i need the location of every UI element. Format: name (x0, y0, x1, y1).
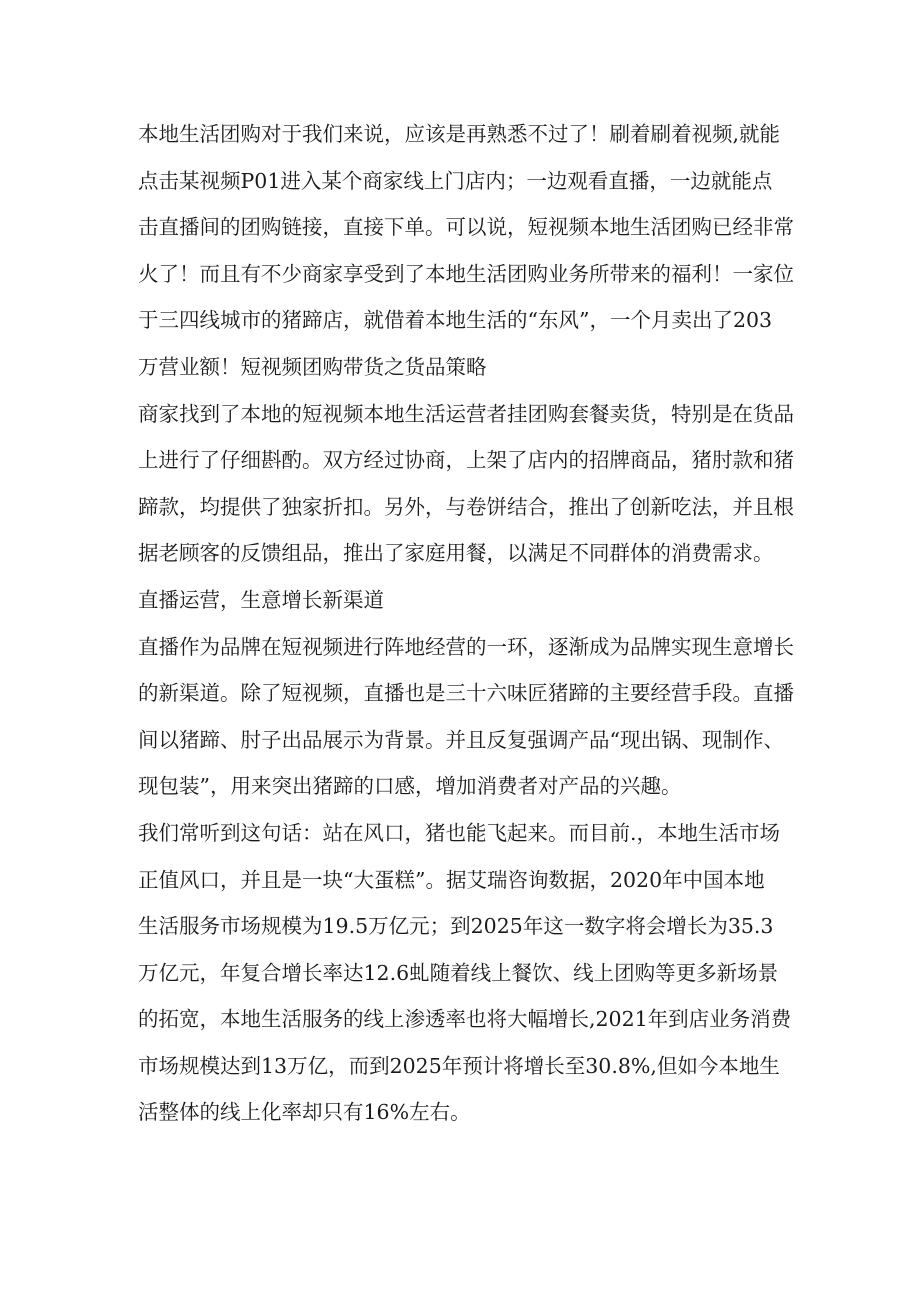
text-line: 的新渠道。除了短视频，直播也是三十六味匠猪蹄的主要经营手段。直播 (138, 681, 794, 706)
text-line: 于三四线城市的猪蹄店，就借着本地生活的“东风”，一个月卖出了203 (138, 308, 773, 333)
text-line: 商家找到了本地的短视频本地生活运营者挂团购套餐卖货，特别是在货品 (138, 401, 794, 426)
text-line: 据老顾客的反馈组品，推出了家庭用餐，以满足不同群体的消费需求。 (138, 541, 774, 566)
text-line: 蹄款，均提供了独家折扣。另外，与卷饼结合，推出了创新吃法，并且根 (138, 494, 794, 519)
text-line: 上进行了仔细斟酌。双方经过协商，上架了店内的招牌商品，猪肘款和猪 (138, 448, 794, 473)
text-line: 的拓宽，本地生活服务的线上渗透率也将大幅增长,2021年到店业务消费 (138, 1007, 792, 1032)
text-line: 生活服务市场规模为19.5万亿元；到2025年这一数字将会增长为35.3 (138, 914, 774, 939)
text-line: 活整体的线上化率却只有16%左右。 (138, 1100, 471, 1125)
text-line: 现包装”，用来突出猪蹄的口感，增加消费者对产品的兴趣。 (138, 774, 682, 799)
text-line: 火了！而且有不少商家享受到了本地生活团购业务所带来的福利！一家位 (138, 261, 794, 286)
text-line: 市场规模达到13万亿，而到2025年预计将增长至30.8%,但如今本地生 (138, 1053, 780, 1078)
text-line: 我们常听到这句话：站在风口，猪也能飞起来。而目前.，本地生活市场 (138, 820, 781, 845)
text-line: 本地生活团购对于我们来说，应该是再熟悉不过了！刷着刷着视频,就能 (138, 122, 781, 146)
text-line: 间以猪蹄、肘子出品展示为背景。并且反复强调产品“现出锅、现制作、 (138, 727, 784, 752)
text-line: 点击某视频P01进入某个商家线上门店内；一边观看直播，一边就能点 (138, 168, 773, 193)
text-line: 击直播间的团购链接，直接下单。可以说，短视频本地生活团购已经非常 (138, 215, 794, 240)
text-line: 正值风口，并且是一块“大蛋糕”。据艾瑞咨询数据，2020年中国本地 (138, 867, 765, 892)
article-body (138, 111, 794, 1136)
text-line: 万亿元，年复合增长率达12.6虬随着线上餐饮、线上团购等更多新场景 (138, 960, 779, 985)
text-line: 直播作为品牌在短视频进行阵地经营的一环，逐渐成为品牌实现生意增长 (138, 634, 794, 659)
text-line: 万营业额！短视频团购带货之货品策略 (138, 354, 487, 379)
section-heading: 直播运营，生意增长新渠道 (138, 587, 384, 612)
